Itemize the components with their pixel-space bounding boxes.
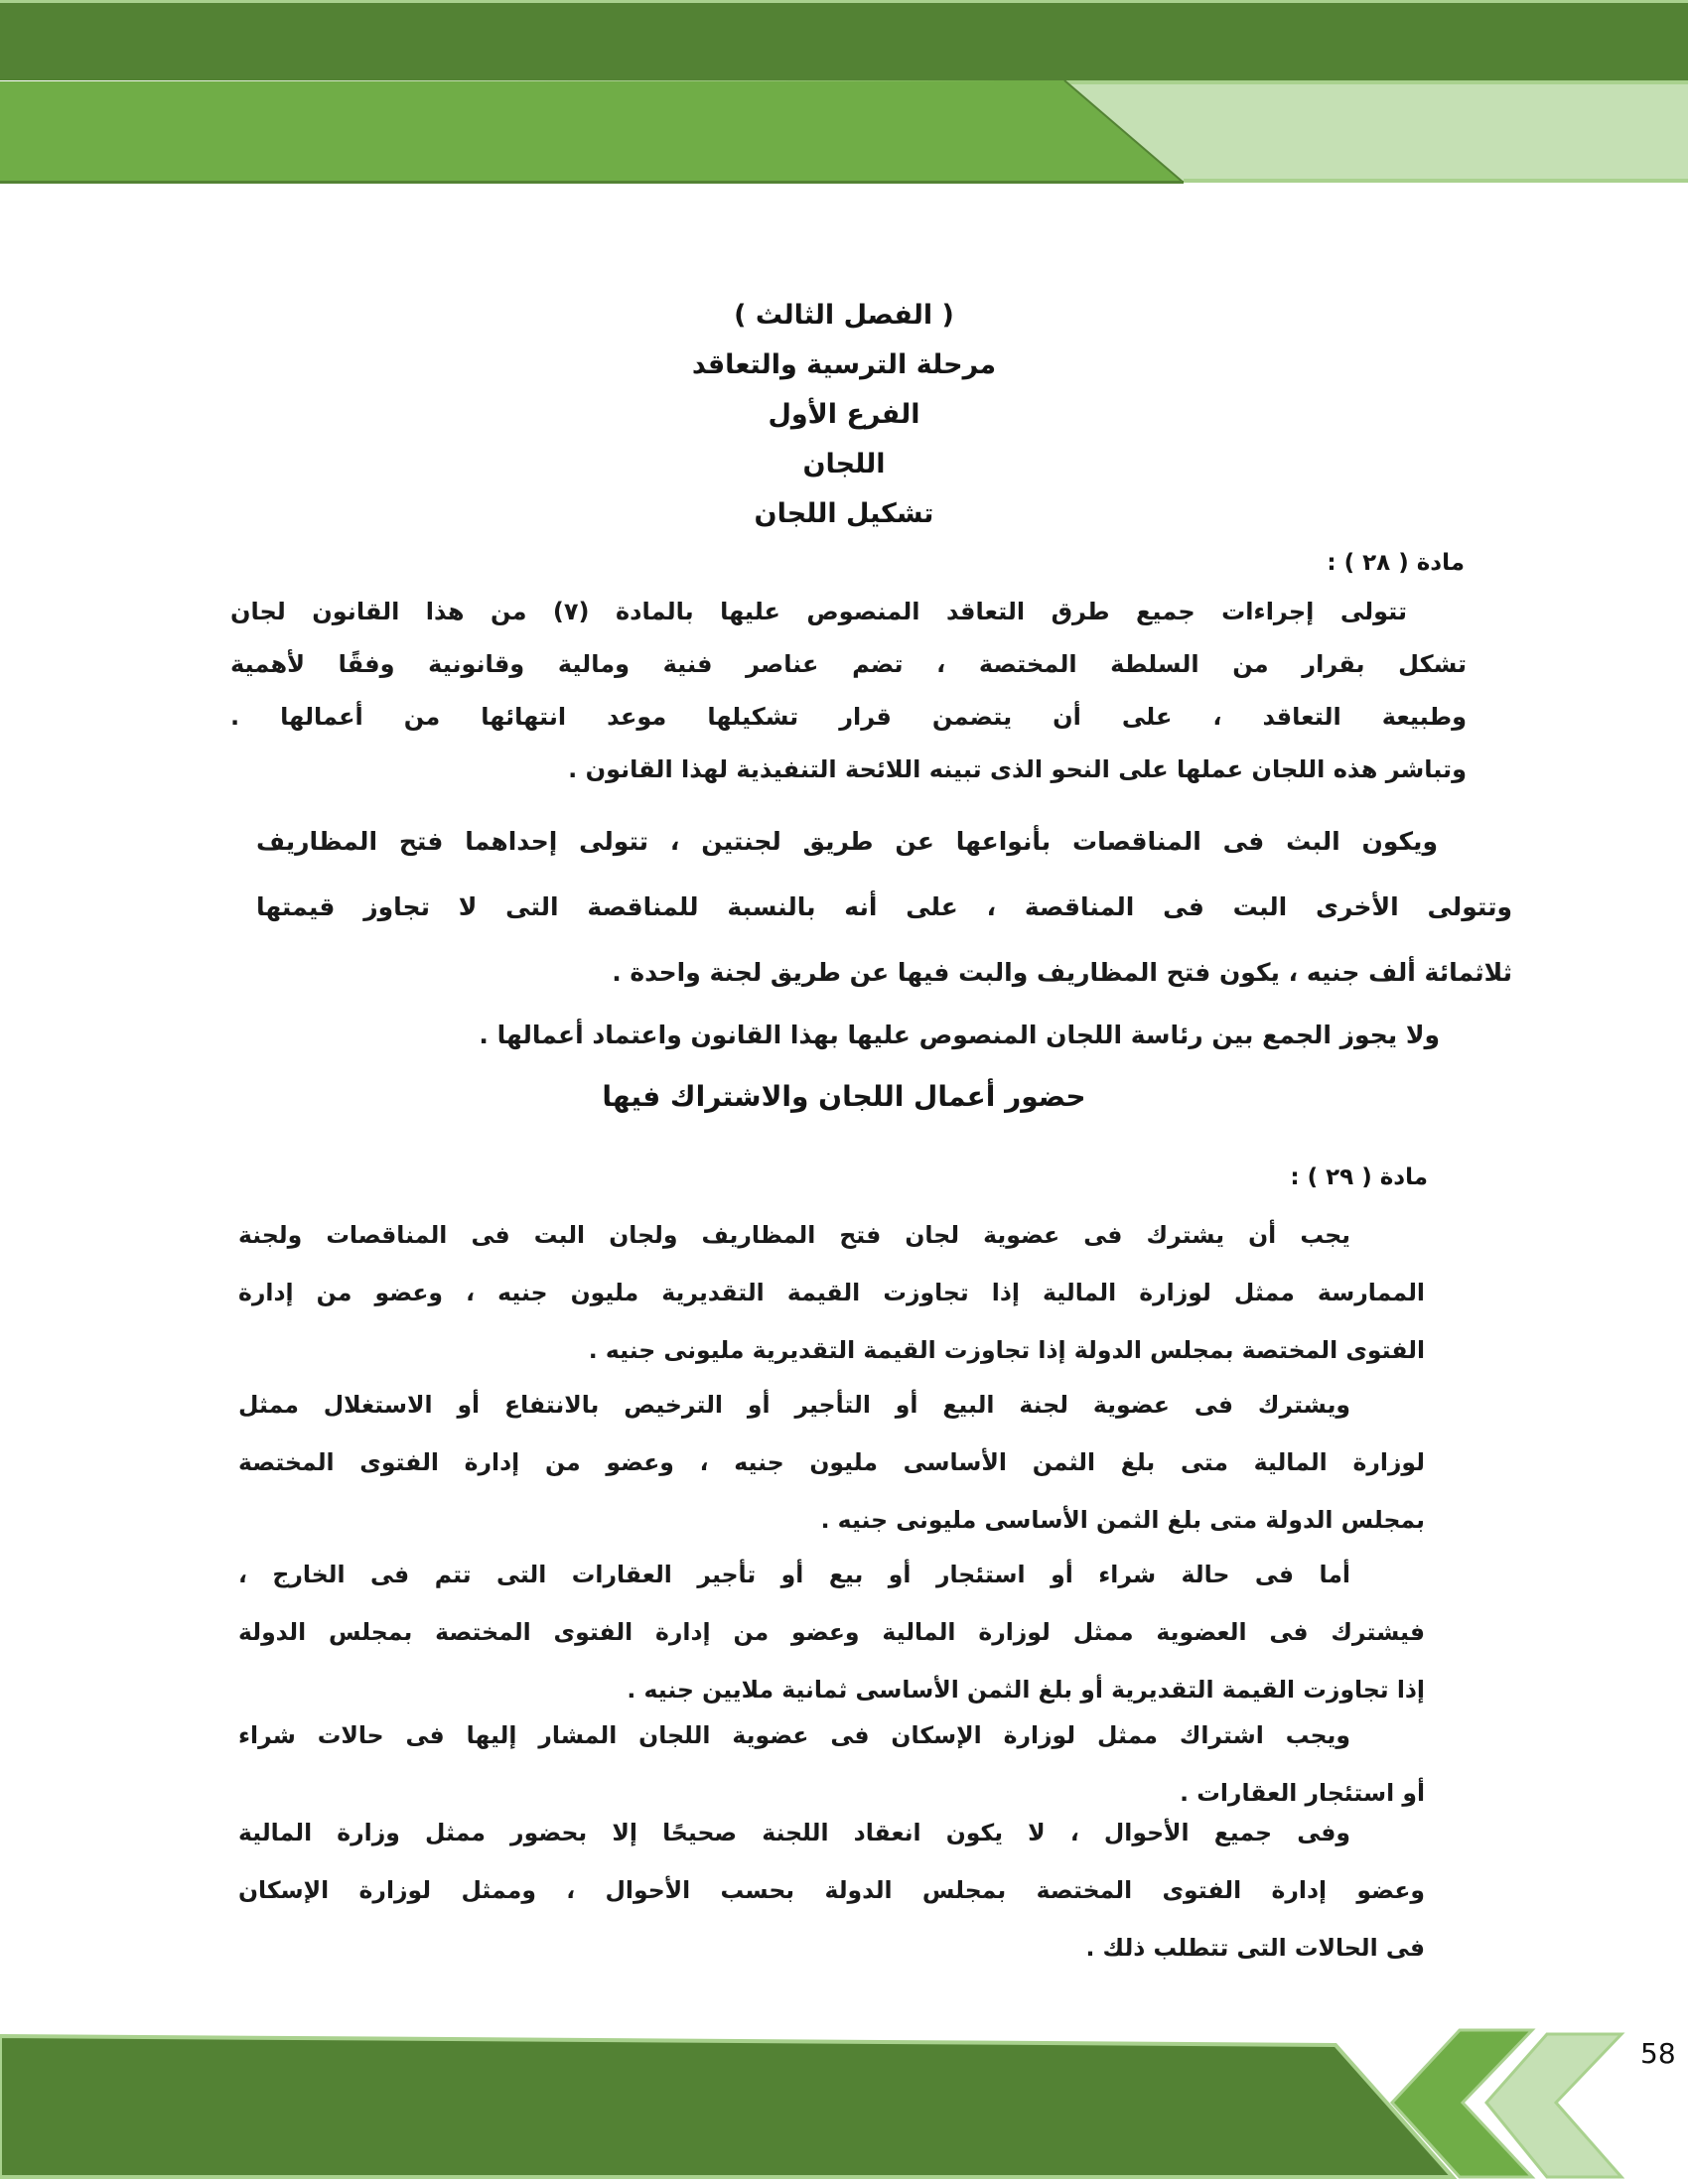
paragraph-line: أو استئجار العقارات . — [1180, 1779, 1425, 1807]
formation-heading: تشكيل اللجان — [754, 498, 934, 529]
article-29-paragraph-2 — [238, 1376, 1425, 1549]
paragraph-line: ويشترك فى عضوية لجنة البيع أو التأجير أو الترخيص بالانتفاع أو الاستغلال ممثل — [238, 1391, 1350, 1419]
attendance-subheading: حضور أعمال اللجان والاشتراك فيها — [602, 1080, 1086, 1113]
branch-heading: الفرع الأول — [768, 399, 920, 430]
stage-heading: مرحلة الترسية والتعاقد — [691, 349, 997, 380]
paragraph-line: ويكون البث فى المناقصات بأنواعها عن طريق لجنتين ، تتولى إحداهما فتح المظاريف — [256, 827, 1438, 856]
paragraph-line: فيشترك فى العضوية ممثل لوزارة المالية وعضو من إدارة الفتوى المختصة بمجلس الدولة — [238, 1618, 1425, 1646]
page-number: 58 — [1640, 2037, 1676, 2070]
paragraph-line: وفى جميع الأحوال ، لا يكون انعقاد اللجنة صحيحًا إلا بحضور ممثل وزارة المالية — [238, 1819, 1350, 1846]
article-29-paragraph-3 — [238, 1546, 1425, 1718]
paragraph-line: الممارسة ممثل لوزارة المالية إذا تجاوزت القيمة التقديرية مليون جنيه ، وعضو من إدارة — [238, 1279, 1425, 1306]
article-29-paragraph-5 — [238, 1804, 1425, 1977]
paragraph-line: تشكل بقرار من السلطة المختصة ، تضم عناصر فنية ومالية وقانونية وفقًا لأهمية — [230, 650, 1467, 678]
paragraph-line: لوزارة المالية متى بلغ الثمن الأساسى مليون جنيه ، وعضو من إدارة الفتوى المختصة — [238, 1448, 1425, 1476]
chapter-heading: ( الفصل الثالث ) — [734, 300, 954, 331]
paragraph-line: ثلاثمائة ألف جنيه ، يكون فتح المظاريف والبت فيها عن طريق لجنة واحدة . — [612, 958, 1512, 987]
article-29-label: مادة ( ٢٩ ) : — [1290, 1164, 1428, 1190]
paragraph-line: إذا تجاوزت القيمة التقديرية أو بلغ الثمن الأساسى ثمانية ملايين جنيه . — [627, 1676, 1425, 1704]
paragraph-line: يجب أن يشترك فى عضوية لجان فتح المظاريف ولجان البت فى المناقصات ولجنة — [238, 1221, 1350, 1249]
article-29-paragraph-1 — [238, 1206, 1425, 1379]
paragraph-line: فى الحالات التى تتطلب ذلك . — [1085, 1934, 1425, 1962]
paragraph-line: وعضو إدارة الفتوى المختصة بمجلس الدولة بحسب الأحوال ، وممثل لوزارة الإسكان — [238, 1876, 1425, 1904]
article-28-paragraph-2 — [256, 809, 1512, 1006]
article-28-paragraph-1 — [230, 586, 1467, 796]
paragraph-line: وطبيعة التعاقد ، على أن يتضمن قرار تشكيلها موعد انتهائها من أعمالها . — [230, 703, 1467, 731]
paragraph-line: الفتوى المختصة بمجلس الدولة إذا تجاوزت القيمة التقديرية مليونى جنيه . — [588, 1336, 1425, 1364]
paragraph-line: ويجب اشتراك ممثل لوزارة الإسكان فى عضوية اللجان المشار إليها فى حالات شراء — [238, 1721, 1350, 1749]
paragraph-line: أما فى حالة شراء أو استئجار أو بيع أو تأجير العقارات التى تتم فى الخارج ، — [238, 1561, 1350, 1588]
article-28-label: مادة ( ٢٨ ) : — [1327, 550, 1465, 576]
article-28-paragraph-3 — [298, 1003, 1440, 1068]
paragraph-line: ولا يجوز الجمع بين رئاسة اللجان المنصوص عليها بهذا القانون واعتماد أعمالها . — [479, 1021, 1440, 1049]
paragraph-line: وتباشر هذه اللجان عملها على النحو الذى تبينه اللائحة التنفيذية لهذا القانون . — [568, 755, 1467, 783]
paragraph-line: بمجلس الدولة متى بلغ الثمن الأساسى مليونى جنيه . — [820, 1506, 1425, 1534]
paragraph-line: وتتولى الأخرى البت فى المناقصة ، على أنه بالنسبة للمناقصة التى لا تجاوز قيمتها — [256, 892, 1512, 921]
paragraph-line: تتولى إجراءات جميع طرق التعاقد المنصوص عليها بالمادة (٧) من هذا القانون لجان — [230, 598, 1407, 625]
committees-heading: اللجان — [802, 449, 886, 479]
